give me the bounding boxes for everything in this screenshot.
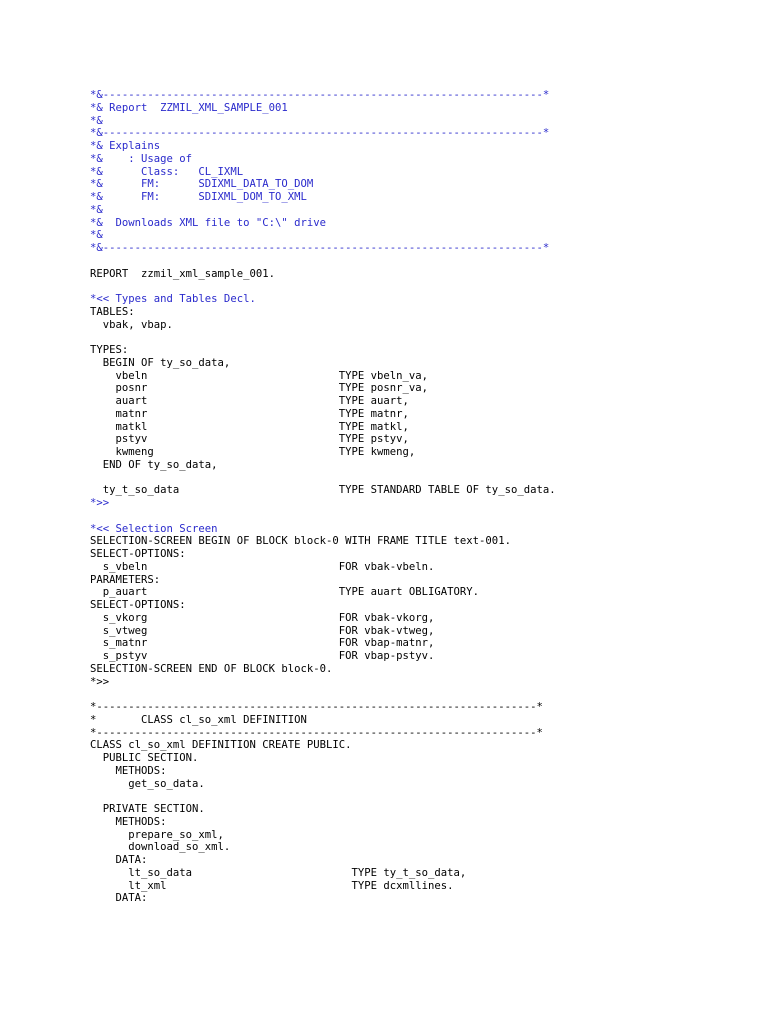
code-line: SELECTION-SCREEN END OF BLOCK block-0. xyxy=(90,662,333,675)
code-line: s_matnr FOR vbap-matnr, xyxy=(90,637,435,650)
abap-source-code xyxy=(90,89,750,905)
comment-line: *& Downloads XML file to "C:\" drive xyxy=(90,216,326,229)
code-line xyxy=(90,790,750,803)
code-line: p_auart TYPE auart OBLIGATORY. xyxy=(90,586,480,599)
comment-line: *& Report ZZMIL_XML_SAMPLE_001 xyxy=(90,101,288,114)
code-line: download_so_xml. xyxy=(90,841,231,854)
code-line: s_vtweg FOR vbak-vtweg, xyxy=(90,624,435,637)
code-line: get_so_data. xyxy=(90,777,205,790)
code-line: vbeln TYPE vbeln_va, xyxy=(90,369,429,382)
comment-line: *& FM: SDIXML_DATA_TO_DOM xyxy=(90,178,314,191)
code-line: SELECT-OPTIONS: xyxy=(90,548,186,560)
code-line: BEGIN OF ty_so_data, xyxy=(90,356,231,369)
code-line: auart TYPE auart, xyxy=(90,395,409,407)
code-line xyxy=(90,280,750,293)
code-line: REPORT zzmil_xml_sample_001. xyxy=(90,267,275,280)
code-line: s_vkorg FOR vbak-vkorg, xyxy=(90,611,435,624)
comment-line: *& Explains xyxy=(90,140,161,152)
code-line: PARAMETERS: xyxy=(90,573,161,586)
code-line: END OF ty_so_data, xyxy=(90,458,218,471)
code-line: *>> xyxy=(90,675,110,688)
code-line: kwmeng TYPE kwmeng, xyxy=(90,446,416,458)
code-line xyxy=(90,255,750,268)
comment-line: *&---------------------------------------------------------------------* xyxy=(90,89,550,101)
code-line: TYPES: xyxy=(90,344,129,356)
code-line: pstyv TYPE pstyv, xyxy=(90,433,409,446)
comment-line: *<< Types and Tables Decl. xyxy=(90,293,256,305)
code-line: vbak, vbap. xyxy=(90,318,173,331)
code-line: DATA: xyxy=(90,892,148,905)
comment-line: *&---------------------------------------------------------------------* xyxy=(90,242,550,254)
code-line: *---------------------------------------------------------------------* xyxy=(90,726,543,739)
comment-line: *& xyxy=(90,203,103,216)
code-line: SELECT-OPTIONS: xyxy=(90,599,186,611)
code-line: s_pstyv FOR vbap-pstyv. xyxy=(90,650,435,662)
code-line xyxy=(90,510,750,523)
comment-line: *& Class: CL_IXML xyxy=(90,165,244,178)
comment-line: *& xyxy=(90,229,103,242)
code-line: s_vbeln FOR vbak-vbeln. xyxy=(90,560,435,573)
comment-line: *& FM: SDIXML_DOM_TO_XML xyxy=(90,191,307,203)
code-line: SELECTION-SCREEN BEGIN OF BLOCK block-0 WITH FRAME TITLE text-001. xyxy=(90,535,511,548)
code-line xyxy=(90,688,750,701)
code-line: CLASS cl_so_xml DEFINITION CREATE PUBLIC. xyxy=(90,739,352,752)
code-line: METHODS: xyxy=(90,815,167,828)
code-line xyxy=(90,472,750,485)
code-line: * CLASS cl_so_xml DEFINITION xyxy=(90,713,307,726)
code-line: prepare_so_xml, xyxy=(90,828,224,841)
code-line: ty_t_so_data TYPE STANDARD TABLE OF ty_so_data. xyxy=(90,484,556,497)
code-line xyxy=(90,331,750,344)
code-line: DATA: xyxy=(90,854,148,866)
code-line: PUBLIC SECTION. xyxy=(90,752,199,764)
code-line: posnr TYPE posnr_va, xyxy=(90,382,429,395)
code-line: TABLES: xyxy=(90,305,135,318)
comment-line: *>> xyxy=(90,497,110,509)
code-line: matkl TYPE matkl, xyxy=(90,420,409,433)
comment-line: *& xyxy=(90,114,103,127)
code-line: METHODS: xyxy=(90,764,167,777)
comment-line: *& : Usage of xyxy=(90,152,193,165)
code-line: PRIVATE SECTION. xyxy=(90,803,205,815)
code-line: lt_so_data TYPE ty_t_so_data, xyxy=(90,866,467,879)
code-line: lt_xml TYPE dcxmllines. xyxy=(90,879,454,892)
code-line: *---------------------------------------------------------------------* xyxy=(90,701,543,713)
comment-line: *&---------------------------------------------------------------------* xyxy=(90,127,550,140)
comment-line: *<< Selection Screen xyxy=(90,522,218,535)
code-line: matnr TYPE matnr, xyxy=(90,407,409,420)
